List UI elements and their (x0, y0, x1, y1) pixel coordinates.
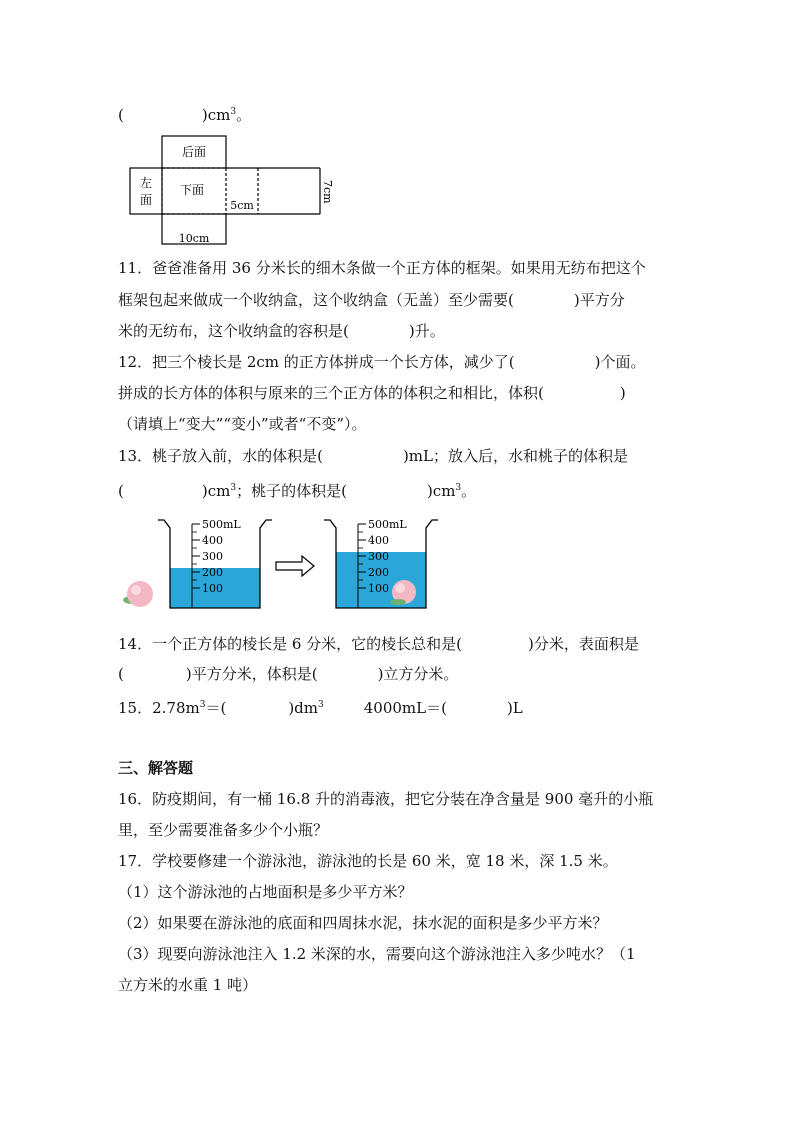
q14-text-1a: 14．一个正方体的棱长是 6 分米，它的棱长总和是( (118, 635, 463, 653)
q12-text-1b: )个面。 (594, 353, 646, 371)
net-label-7cm: 7cm (321, 180, 334, 204)
net-label-left-2: 面 (139, 193, 153, 207)
net-label-bottom: 下面 (179, 183, 205, 197)
right-arrow-icon (276, 556, 314, 576)
q12-text-1a: 12．把三个棱长是 2cm 的正方体拼成一个长方体，减少了( (118, 353, 515, 371)
beakers-figure (118, 514, 438, 614)
q15-sup-2: 3 (318, 700, 324, 710)
q10-end: 。 (236, 106, 252, 124)
q13-text-1b: )mL；放入后，水和桃子的体积是 (402, 447, 628, 465)
net-label-left-1: 左 (139, 176, 153, 190)
q17-part-3: （3）现要向游泳池注入 1.2 米深的水，需要向这个游泳池注入多少吨水？（1 (118, 945, 636, 963)
net-label-10cm: 10cm (178, 232, 210, 245)
q11-line-1: 11．爸爸准备用 36 分米长的细木条做一个正方体的框架。如果用无纺布把这个 (118, 259, 646, 277)
scale-label: 300 (202, 550, 223, 563)
scale-label: 200 (368, 566, 389, 579)
q12-line-2 (118, 383, 626, 403)
beaker-after (324, 518, 438, 608)
q15-text-e: )L (506, 699, 523, 717)
section-heading: 三、解答题 (118, 759, 194, 777)
q16-line-2: 里，至少需要准备多少个小瓶？ (118, 821, 329, 839)
q17-part-2: （2）如果要在游泳池的底面和四周抹水泥，抹水泥的面积是多少平方米？ (118, 914, 608, 932)
q14-text-2b: )平方分米，体积是( (185, 665, 318, 683)
q11-text-2b: )平方分 (573, 291, 625, 309)
scale-label: 400 (202, 534, 223, 547)
q13-line-1 (118, 446, 628, 466)
scale-label: 200 (202, 566, 223, 579)
scale-label: 400 (368, 534, 389, 547)
net-label-5cm: 5cm (230, 199, 254, 212)
q14-text-1b: )分米，表面积是 (528, 635, 639, 653)
beaker-before (158, 518, 272, 608)
q17-part-1: （1）这个游泳池的占地面积是多少平方米？ (118, 883, 413, 901)
q13-sup-2: 3 (455, 483, 462, 493)
q17-part-3-cont: 立方米的水重 1 吨） (118, 976, 258, 994)
q11-line-2 (118, 290, 625, 310)
q13-text-2b: )cm (201, 482, 231, 500)
q12-text-2a: 拼成的长方体的体积与原来的三个正方体的体积之和相比，体积( (118, 384, 544, 402)
q13-line-2 (118, 478, 476, 501)
q17-line-1: 17．学校要修建一个游泳池，游泳池的长是 60 米，宽 18 米，深 1.5 米。 (118, 852, 618, 870)
q14-line-2 (118, 664, 458, 684)
scale-label: 300 (368, 550, 389, 563)
q10-unit: )cm (201, 106, 231, 124)
q12-text-2b: ) (619, 384, 626, 402)
q13-text-1a: 13．桃子放入前，水的体积是( (118, 447, 323, 465)
scale-label: 100 (202, 582, 223, 595)
q15-text-d: 4000mL＝( (363, 699, 447, 717)
q10-open-paren: ( (118, 106, 124, 124)
q11-line-3 (118, 321, 445, 341)
q15-text-a: 15．2.78m (118, 699, 200, 717)
q13-sup-1: 3 (230, 483, 237, 493)
q14-text-2a: ( (118, 665, 124, 683)
q13-text-2c: ；桃子的体积是( (236, 482, 347, 500)
cuboid-net-figure (126, 132, 346, 248)
q14-line-1 (118, 634, 639, 654)
q15-sup-1: 3 (199, 700, 206, 710)
scale-label: 500mL (368, 518, 407, 531)
scale-label: 100 (368, 582, 389, 595)
q13-text-2a: ( (118, 482, 124, 500)
q11-text-2a: 框架包起来做成一个收纳盒，这个收纳盒（无盖）至少需要( (118, 291, 514, 309)
q14-text-2c: )立方分米。 (377, 665, 459, 683)
q11-text-3a: 米的无纺布，这个收纳盒的容积是( (118, 322, 349, 340)
net-label-back: 后面 (181, 145, 207, 159)
q10-sup: 3 (230, 107, 237, 117)
q12-line-1 (118, 352, 646, 372)
q16-line-1: 16．防疫期间，有一桶 16.8 升的消毒液，把它分装在净含量是 900 毫升的小瓶 (118, 790, 654, 808)
peach-icon (123, 581, 153, 607)
q13-text-2d: )cm (426, 482, 456, 500)
q11-text-3b: )升。 (408, 322, 445, 340)
q10-answer-line (118, 102, 251, 125)
q15-line (118, 695, 523, 718)
q12-line-3: （请填上“变大”“变小”或者“不变”）。 (118, 415, 367, 433)
scale-label: 500mL (202, 518, 241, 531)
q15-text-b: ＝( (205, 699, 227, 717)
q15-text-c: )dm (288, 699, 318, 717)
q13-text-2e: 。 (461, 482, 477, 500)
